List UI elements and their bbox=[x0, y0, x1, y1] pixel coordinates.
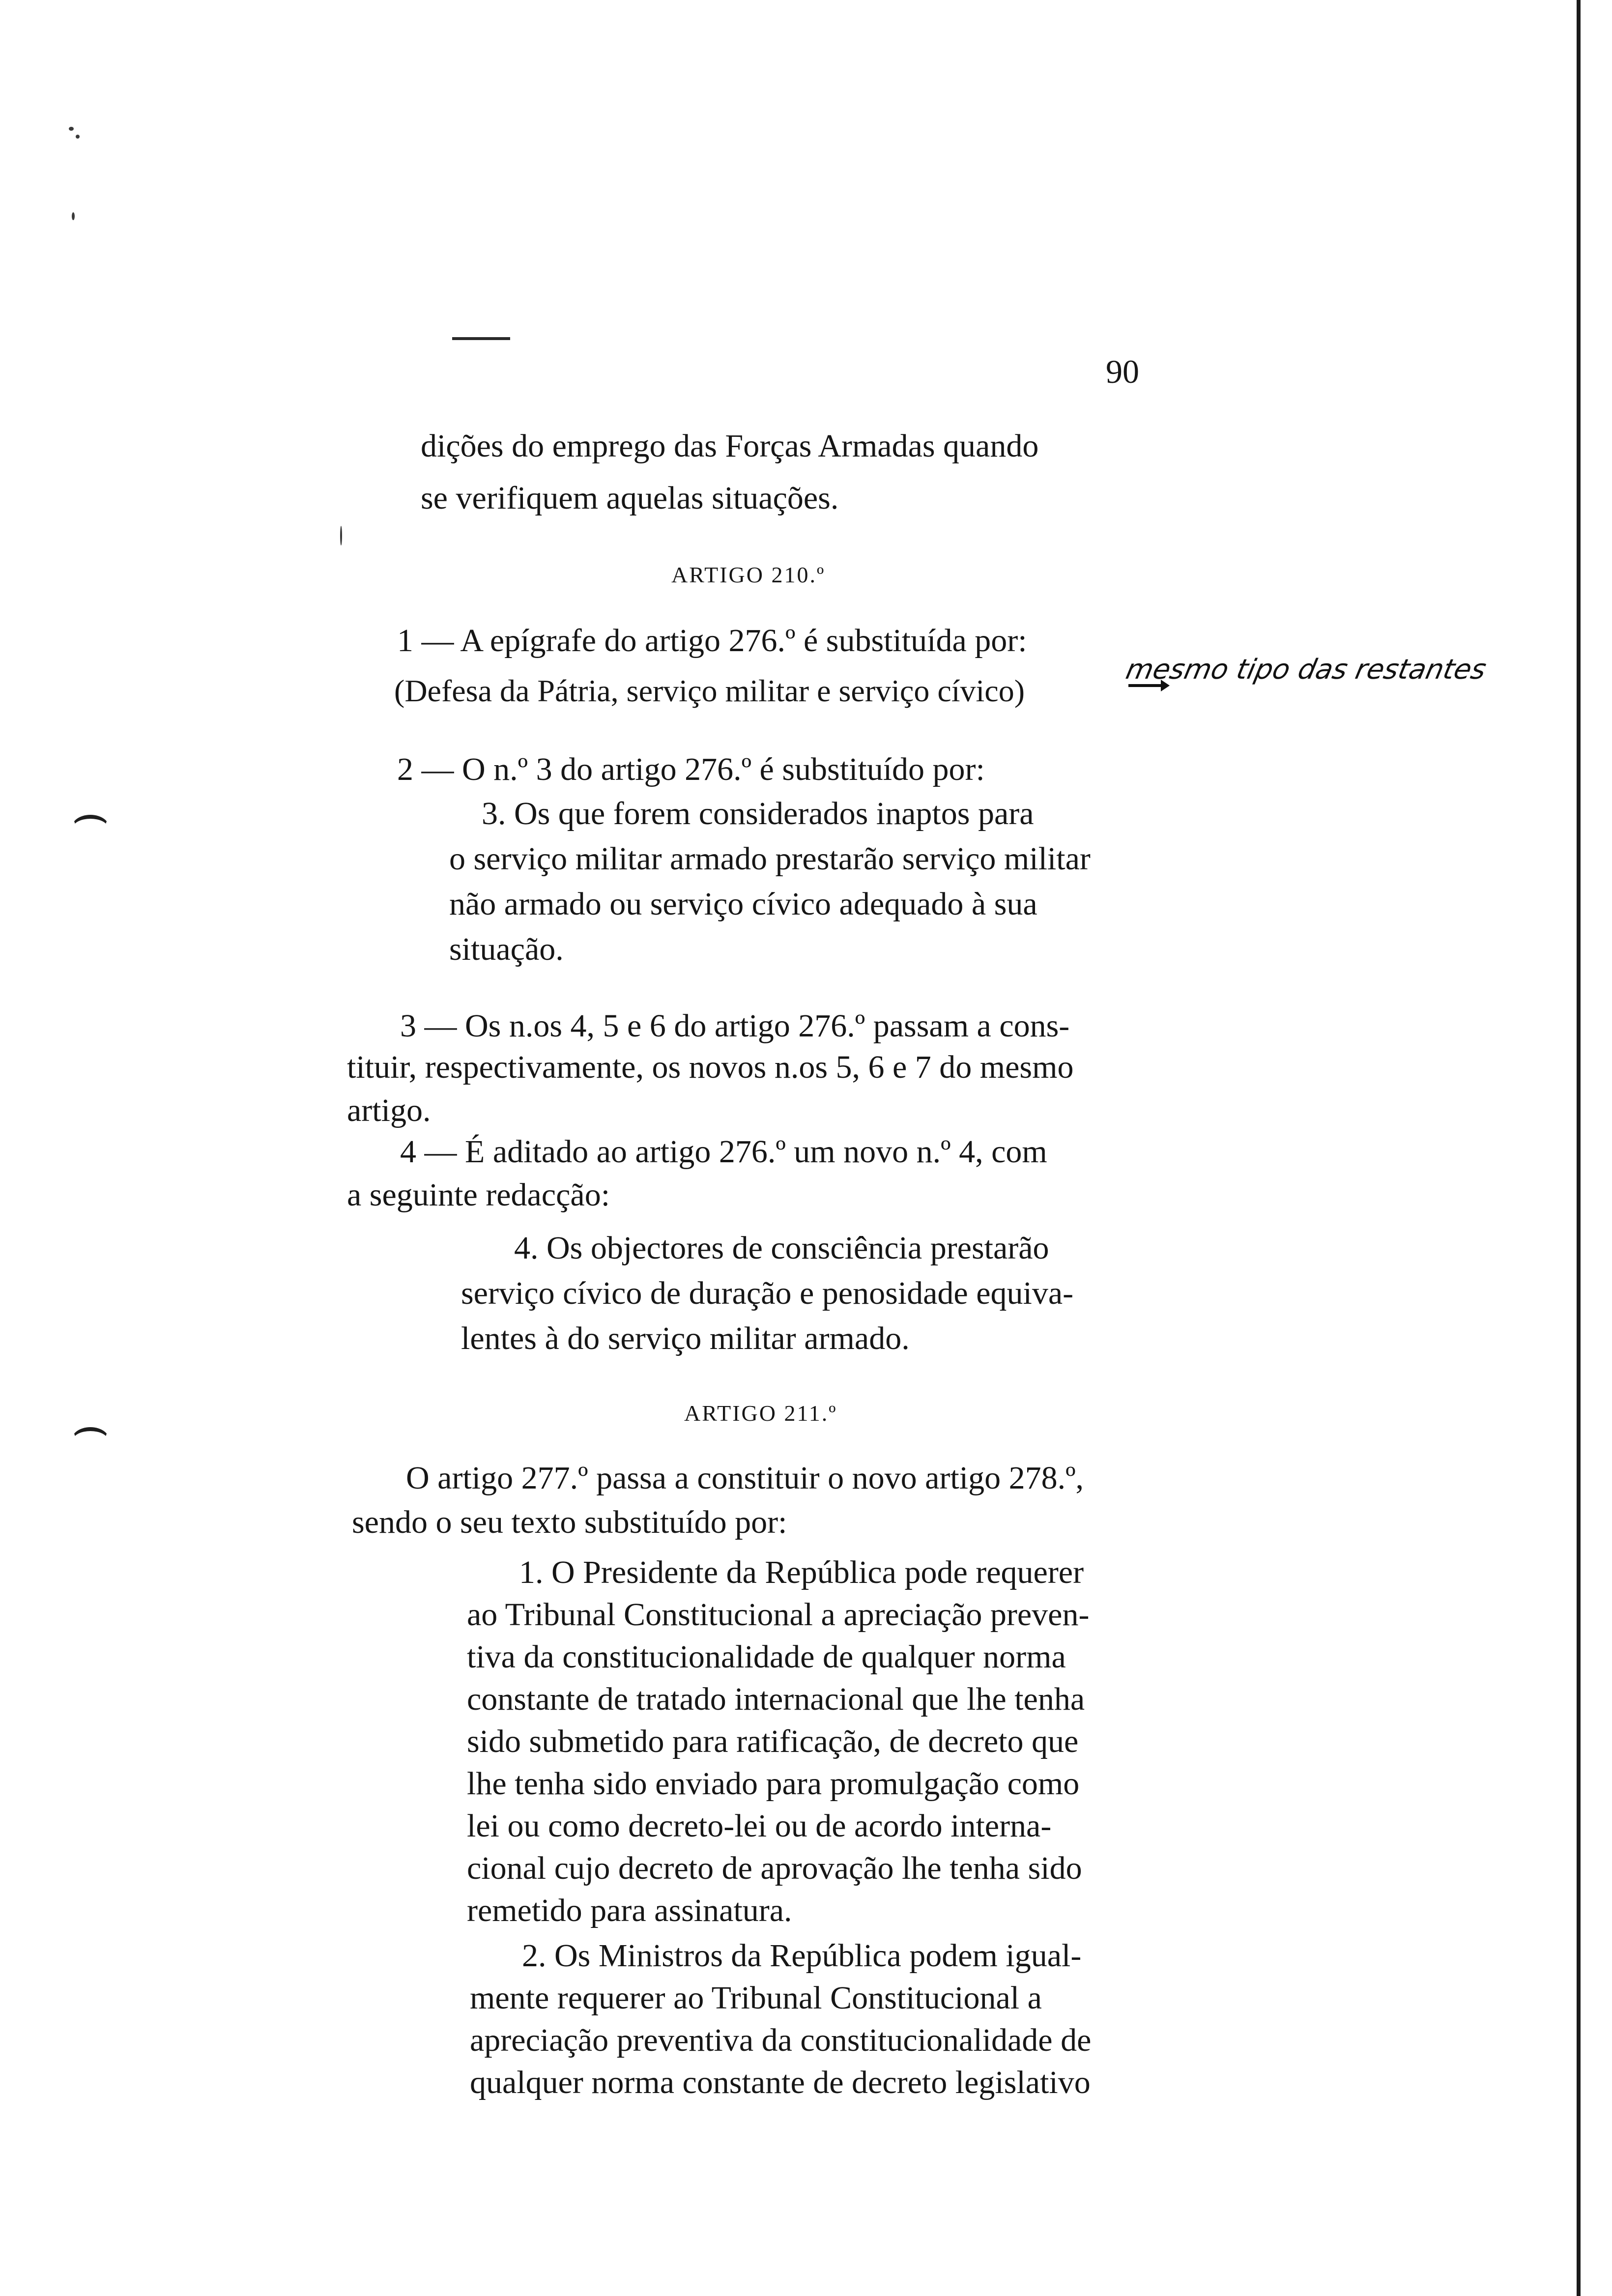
quote-line: 4. Os objectores de consciência prestarão bbox=[514, 1230, 1049, 1266]
top-dash-mark bbox=[452, 337, 510, 340]
article-211-heading: ARTIGO 211.º bbox=[684, 1401, 837, 1426]
quote-line: situação. bbox=[449, 931, 564, 967]
list-item-line: apreciação preventiva da constitucionalidade de bbox=[470, 2022, 1092, 2058]
margin-mark bbox=[72, 1427, 109, 1453]
paragraph-line: sendo o seu texto substituído por: bbox=[352, 1504, 787, 1540]
paragraph-line: 3 — Os n.os 4, 5 e 6 do artigo 276.º passam a cons- bbox=[400, 1008, 1070, 1044]
handwritten-note: mesmo tipo das restantes bbox=[1123, 654, 1489, 686]
intro-line: se verifiquem aquelas situações. bbox=[421, 480, 839, 516]
list-item-line: remetido para assinatura. bbox=[467, 1893, 792, 1928]
quote-line: 3. Os que forem considerados inaptos para bbox=[482, 796, 1034, 832]
page-number: 90 bbox=[1106, 353, 1139, 390]
paragraph-line: tituir, respectivamente, os novos n.os 5, 6 e 7 do mesmo bbox=[347, 1049, 1074, 1085]
list-item-line: lhe tenha sido enviado para promulgação como bbox=[467, 1766, 1080, 1802]
paragraph-line: 4 — É aditado ao artigo 276.º um novo n.º 4, com bbox=[400, 1134, 1047, 1170]
list-item-line: 1. O Presidente da República pode requerer bbox=[519, 1554, 1084, 1590]
paragraph-line: O artigo 277.º passa a constituir o novo artigo 278.º, bbox=[406, 1460, 1084, 1496]
quote-line: não armado ou serviço cívico adequado à sua bbox=[449, 886, 1037, 922]
quote-line: serviço cívico de duração e penosidade equiva- bbox=[461, 1275, 1074, 1311]
list-item-line: qualquer norma constante de decreto legislativo bbox=[470, 2065, 1091, 2100]
paragraph-line: 1 — A epígrafe do artigo 276.º é substituída por: bbox=[397, 623, 1027, 659]
quote-line: lentes à do serviço militar armado. bbox=[461, 1320, 910, 1356]
list-item-line: sido submetido para ratificação, de decreto que bbox=[467, 1723, 1079, 1759]
margin-mark bbox=[72, 815, 109, 840]
list-item-line: cional cujo decreto de aprovação lhe tenha sido bbox=[467, 1850, 1082, 1886]
scan-speck bbox=[69, 127, 74, 131]
paragraph-line: 2 — O n.º 3 do artigo 276.º é substituído por: bbox=[397, 751, 985, 787]
scan-speck bbox=[340, 526, 342, 545]
paragraph-line: a seguinte redacção: bbox=[347, 1177, 610, 1213]
list-item-line: lei ou como decreto-lei ou de acordo interna- bbox=[467, 1808, 1052, 1844]
scan-speck bbox=[72, 212, 75, 220]
intro-line: dições do emprego das Forças Armadas quando bbox=[421, 428, 1039, 464]
article-210-heading: ARTIGO 210.º bbox=[671, 562, 826, 587]
list-item-line: mente requerer ao Tribunal Constitucional a bbox=[470, 1980, 1042, 2016]
list-item-line: constante de tratado internacional que lhe tenha bbox=[467, 1681, 1085, 1717]
page-edge-rule bbox=[1577, 0, 1581, 2296]
quote-line: o serviço militar armado prestarão serviço militar bbox=[449, 841, 1091, 877]
list-item-line: tiva da constitucionalidade de qualquer norma bbox=[467, 1639, 1066, 1675]
scan-speck bbox=[76, 135, 80, 139]
paragraph-line: (Defesa da Pátria, serviço militar e serviço cívico) bbox=[394, 673, 1025, 708]
paragraph-line: artigo. bbox=[347, 1092, 431, 1128]
list-item-line: ao Tribunal Constitucional a apreciação preven- bbox=[467, 1597, 1090, 1633]
list-item-line: 2. Os Ministros da República podem igual- bbox=[522, 1938, 1082, 1974]
